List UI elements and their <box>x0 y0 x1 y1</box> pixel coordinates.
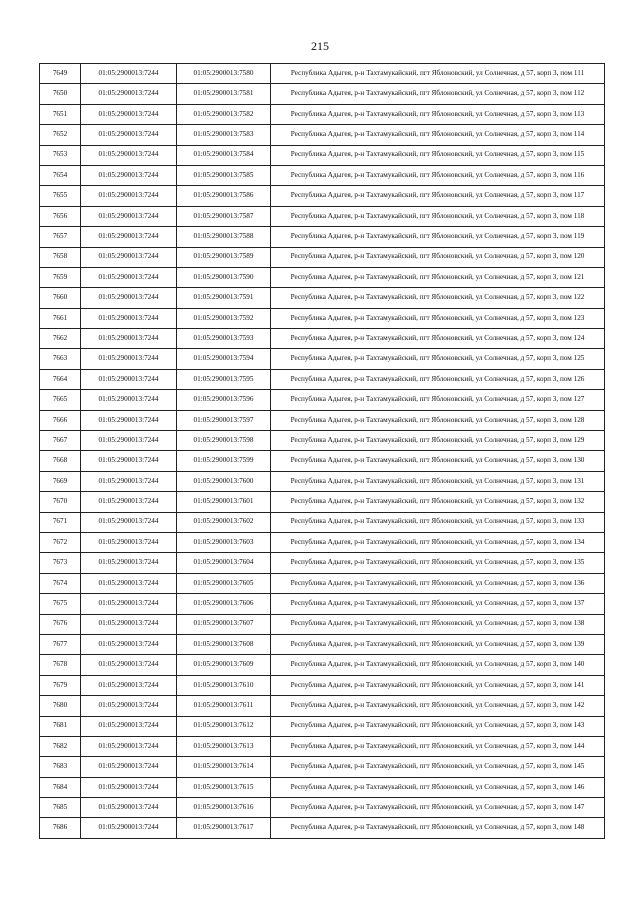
cadastral-number-cell: 01:05:2900013:7616 <box>177 798 271 818</box>
cadastral-number-cell: 01:05:2900013:7583 <box>177 125 271 145</box>
table-row <box>40 288 605 308</box>
address-cell: Республика Адыгея, р-н Тахтамукайский, пгт Яблоновский, ул Солнечная, д 57, корп 3, пом 144 <box>271 736 605 756</box>
cadastral-number-cell: 01:05:2900013:7611 <box>177 696 271 716</box>
row-number-cell: 7655 <box>40 186 81 206</box>
row-number-cell: 7651 <box>40 104 81 124</box>
parent-cadastral-cell: 01:05:2900013:7244 <box>81 716 177 736</box>
cadastral-number-cell: 01:05:2900013:7604 <box>177 553 271 573</box>
table-row <box>40 206 605 226</box>
parent-cadastral-cell: 01:05:2900013:7244 <box>81 594 177 614</box>
cadastral-number-cell: 01:05:2900013:7592 <box>177 308 271 328</box>
table-row <box>40 451 605 471</box>
table-row <box>40 267 605 287</box>
parent-cadastral-cell: 01:05:2900013:7244 <box>81 798 177 818</box>
address-cell: Республика Адыгея, р-н Тахтамукайский, пгт Яблоновский, ул Солнечная, д 57, корп 3, пом 113 <box>271 104 605 124</box>
address-cell: Республика Адыгея, р-н Тахтамукайский, пгт Яблоновский, ул Солнечная, д 57, корп 3, пом 139 <box>271 634 605 654</box>
table-row <box>40 818 605 838</box>
cadastral-number-cell: 01:05:2900013:7606 <box>177 594 271 614</box>
table-row <box>40 125 605 145</box>
parent-cadastral-cell: 01:05:2900013:7244 <box>81 390 177 410</box>
address-cell: Республика Адыгея, р-н Тахтамукайский, пгт Яблоновский, ул Солнечная, д 57, корп 3, пом 129 <box>271 431 605 451</box>
address-cell: Республика Адыгея, р-н Тахтамукайский, пгт Яблоновский, ул Солнечная, д 57, корп 3, пом 128 <box>271 410 605 430</box>
table-row <box>40 329 605 349</box>
cadastral-number-cell: 01:05:2900013:7593 <box>177 329 271 349</box>
address-cell: Республика Адыгея, р-н Тахтамукайский, пгт Яблоновский, ул Солнечная, д 57, корп 3, пом 123 <box>271 308 605 328</box>
parent-cadastral-cell: 01:05:2900013:7244 <box>81 84 177 104</box>
cadastral-number-cell: 01:05:2900013:7609 <box>177 655 271 675</box>
address-cell: Республика Адыгея, р-н Тахтамукайский, пгт Яблоновский, ул Солнечная, д 57, корп 3, пом 136 <box>271 573 605 593</box>
table-row <box>40 104 605 124</box>
cadastral-number-cell: 01:05:2900013:7585 <box>177 165 271 185</box>
parent-cadastral-cell: 01:05:2900013:7244 <box>81 471 177 491</box>
address-cell: Республика Адыгея, р-н Тахтамукайский, пгт Яблоновский, ул Солнечная, д 57, корп 3, пом 138 <box>271 614 605 634</box>
row-number-cell: 7665 <box>40 390 81 410</box>
row-number-cell: 7667 <box>40 431 81 451</box>
address-cell: Республика Адыгея, р-н Тахтамукайский, пгт Яблоновский, ул Солнечная, д 57, корп 3, пом 122 <box>271 288 605 308</box>
cadastral-number-cell: 01:05:2900013:7617 <box>177 818 271 838</box>
address-cell: Республика Адыгея, р-н Тахтамукайский, пгт Яблоновский, ул Солнечная, д 57, корп 3, пом 118 <box>271 206 605 226</box>
table-row <box>40 716 605 736</box>
cadastral-number-cell: 01:05:2900013:7580 <box>177 64 271 84</box>
parent-cadastral-cell: 01:05:2900013:7244 <box>81 451 177 471</box>
parent-cadastral-cell: 01:05:2900013:7244 <box>81 675 177 695</box>
parent-cadastral-cell: 01:05:2900013:7244 <box>81 696 177 716</box>
address-cell: Республика Адыгея, р-н Тахтамукайский, пгт Яблоновский, ул Солнечная, д 57, корп 3, пом 135 <box>271 553 605 573</box>
table-row <box>40 410 605 430</box>
row-number-cell: 7670 <box>40 492 81 512</box>
row-number-cell: 7666 <box>40 410 81 430</box>
parent-cadastral-cell: 01:05:2900013:7244 <box>81 532 177 552</box>
row-number-cell: 7683 <box>40 757 81 777</box>
row-number-cell: 7650 <box>40 84 81 104</box>
cadastral-number-cell: 01:05:2900013:7612 <box>177 716 271 736</box>
parent-cadastral-cell: 01:05:2900013:7244 <box>81 736 177 756</box>
address-cell: Республика Адыгея, р-н Тахтамукайский, пгт Яблоновский, ул Солнечная, д 57, корп 3, пом 146 <box>271 777 605 797</box>
row-number-cell: 7685 <box>40 798 81 818</box>
parent-cadastral-cell: 01:05:2900013:7244 <box>81 308 177 328</box>
row-number-cell: 7686 <box>40 818 81 838</box>
address-cell: Республика Адыгея, р-н Тахтамукайский, пгт Яблоновский, ул Солнечная, д 57, корп 3, пом 140 <box>271 655 605 675</box>
address-cell: Республика Адыгея, р-н Тахтамукайский, пгт Яблоновский, ул Солнечная, д 57, корп 3, пом 130 <box>271 451 605 471</box>
cadastral-number-cell: 01:05:2900013:7581 <box>177 84 271 104</box>
parent-cadastral-cell: 01:05:2900013:7244 <box>81 165 177 185</box>
address-cell: Республика Адыгея, р-н Тахтамукайский, пгт Яблоновский, ул Солнечная, д 57, корп 3, пом 120 <box>271 247 605 267</box>
table-row <box>40 553 605 573</box>
parent-cadastral-cell: 01:05:2900013:7244 <box>81 227 177 247</box>
address-cell: Республика Адыгея, р-н Тахтамукайский, пгт Яблоновский, ул Солнечная, д 57, корп 3, пом 121 <box>271 267 605 287</box>
page-number: 215 <box>311 39 329 53</box>
row-number-cell: 7682 <box>40 736 81 756</box>
address-cell: Республика Адыгея, р-н Тахтамукайский, пгт Яблоновский, ул Солнечная, д 57, корп 3, пом 112 <box>271 84 605 104</box>
row-number-cell: 7660 <box>40 288 81 308</box>
table-row <box>40 186 605 206</box>
address-cell: Республика Адыгея, р-н Тахтамукайский, пгт Яблоновский, ул Солнечная, д 57, корп 3, пом 126 <box>271 369 605 389</box>
table-row <box>40 798 605 818</box>
address-cell: Республика Адыгея, р-н Тахтамукайский, пгт Яблоновский, ул Солнечная, д 57, корп 3, пом 147 <box>271 798 605 818</box>
parent-cadastral-cell: 01:05:2900013:7244 <box>81 492 177 512</box>
parent-cadastral-cell: 01:05:2900013:7244 <box>81 125 177 145</box>
address-cell: Республика Адыгея, р-н Тахтамукайский, пгт Яблоновский, ул Солнечная, д 57, корп 3, пом 115 <box>271 145 605 165</box>
parent-cadastral-cell: 01:05:2900013:7244 <box>81 104 177 124</box>
row-number-cell: 7679 <box>40 675 81 695</box>
address-cell: Республика Адыгея, р-н Тахтамукайский, пгт Яблоновский, ул Солнечная, д 57, корп 3, пом 141 <box>271 675 605 695</box>
address-cell: Республика Адыгея, р-н Тахтамукайский, пгт Яблоновский, ул Солнечная, д 57, корп 3, пом 131 <box>271 471 605 491</box>
table-row <box>40 675 605 695</box>
row-number-cell: 7652 <box>40 125 81 145</box>
address-cell: Республика Адыгея, р-н Тахтамукайский, пгт Яблоновский, ул Солнечная, д 57, корп 3, пом 143 <box>271 716 605 736</box>
address-cell: Республика Адыгея, р-н Тахтамукайский, пгт Яблоновский, ул Солнечная, д 57, корп 3, пом 124 <box>271 329 605 349</box>
table-row <box>40 471 605 491</box>
cadastral-number-cell: 01:05:2900013:7582 <box>177 104 271 124</box>
cadastral-number-cell: 01:05:2900013:7602 <box>177 512 271 532</box>
cadastral-number-cell: 01:05:2900013:7614 <box>177 757 271 777</box>
row-number-cell: 7664 <box>40 369 81 389</box>
row-number-cell: 7668 <box>40 451 81 471</box>
address-cell: Республика Адыгея, р-н Тахтамукайский, пгт Яблоновский, ул Солнечная, д 57, корп 3, пом 111 <box>271 64 605 84</box>
table-row <box>40 512 605 532</box>
table-row <box>40 492 605 512</box>
cadastral-number-cell: 01:05:2900013:7608 <box>177 634 271 654</box>
cadastral-number-cell: 01:05:2900013:7615 <box>177 777 271 797</box>
address-cell: Республика Адыгея, р-н Тахтамукайский, пгт Яблоновский, ул Солнечная, д 57, корп 3, пом 132 <box>271 492 605 512</box>
cadastral-number-cell: 01:05:2900013:7590 <box>177 267 271 287</box>
row-number-cell: 7681 <box>40 716 81 736</box>
address-cell: Республика Адыгея, р-н Тахтамукайский, пгт Яблоновский, ул Солнечная, д 57, корп 3, пом 145 <box>271 757 605 777</box>
row-number-cell: 7661 <box>40 308 81 328</box>
cadastral-number-cell: 01:05:2900013:7587 <box>177 206 271 226</box>
cadastral-number-cell: 01:05:2900013:7597 <box>177 410 271 430</box>
address-cell: Республика Адыгея, р-н Тахтамукайский, пгт Яблоновский, ул Солнечная, д 57, корп 3, пом 134 <box>271 532 605 552</box>
row-number-cell: 7657 <box>40 227 81 247</box>
table-row <box>40 777 605 797</box>
cadastral-number-cell: 01:05:2900013:7599 <box>177 451 271 471</box>
table-row <box>40 64 605 84</box>
row-number-cell: 7672 <box>40 532 81 552</box>
parent-cadastral-cell: 01:05:2900013:7244 <box>81 186 177 206</box>
row-number-cell: 7663 <box>40 349 81 369</box>
parent-cadastral-cell: 01:05:2900013:7244 <box>81 410 177 430</box>
registry-table <box>39 63 605 839</box>
table-row <box>40 145 605 165</box>
parent-cadastral-cell: 01:05:2900013:7244 <box>81 553 177 573</box>
parent-cadastral-cell: 01:05:2900013:7244 <box>81 64 177 84</box>
parent-cadastral-cell: 01:05:2900013:7244 <box>81 288 177 308</box>
row-number-cell: 7669 <box>40 471 81 491</box>
cadastral-number-cell: 01:05:2900013:7610 <box>177 675 271 695</box>
table-row <box>40 634 605 654</box>
parent-cadastral-cell: 01:05:2900013:7244 <box>81 777 177 797</box>
address-cell: Республика Адыгея, р-н Тахтамукайский, пгт Яблоновский, ул Солнечная, д 57, корп 3, пом 142 <box>271 696 605 716</box>
row-number-cell: 7659 <box>40 267 81 287</box>
address-cell: Республика Адыгея, р-н Тахтамукайский, пгт Яблоновский, ул Солнечная, д 57, корп 3, пом 116 <box>271 165 605 185</box>
cadastral-number-cell: 01:05:2900013:7588 <box>177 227 271 247</box>
cadastral-number-cell: 01:05:2900013:7598 <box>177 431 271 451</box>
cadastral-number-cell: 01:05:2900013:7589 <box>177 247 271 267</box>
cadastral-number-cell: 01:05:2900013:7607 <box>177 614 271 634</box>
cadastral-number-cell: 01:05:2900013:7601 <box>177 492 271 512</box>
table-row <box>40 349 605 369</box>
table-row <box>40 165 605 185</box>
address-cell: Республика Адыгея, р-н Тахтамукайский, пгт Яблоновский, ул Солнечная, д 57, корп 3, пом 133 <box>271 512 605 532</box>
parent-cadastral-cell: 01:05:2900013:7244 <box>81 267 177 287</box>
table-row <box>40 227 605 247</box>
cadastral-number-cell: 01:05:2900013:7613 <box>177 736 271 756</box>
address-cell: Республика Адыгея, р-н Тахтамукайский, пгт Яблоновский, ул Солнечная, д 57, корп 3, пом 114 <box>271 125 605 145</box>
parent-cadastral-cell: 01:05:2900013:7244 <box>81 757 177 777</box>
row-number-cell: 7662 <box>40 329 81 349</box>
cadastral-number-cell: 01:05:2900013:7586 <box>177 186 271 206</box>
table-row <box>40 532 605 552</box>
parent-cadastral-cell: 01:05:2900013:7244 <box>81 247 177 267</box>
table-row <box>40 573 605 593</box>
table-row <box>40 390 605 410</box>
row-number-cell: 7654 <box>40 165 81 185</box>
row-number-cell: 7674 <box>40 573 81 593</box>
parent-cadastral-cell: 01:05:2900013:7244 <box>81 655 177 675</box>
address-cell: Республика Адыгея, р-н Тахтамукайский, пгт Яблоновский, ул Солнечная, д 57, корп 3, пом 127 <box>271 390 605 410</box>
parent-cadastral-cell: 01:05:2900013:7244 <box>81 818 177 838</box>
parent-cadastral-cell: 01:05:2900013:7244 <box>81 369 177 389</box>
row-number-cell: 7675 <box>40 594 81 614</box>
cadastral-number-cell: 01:05:2900013:7584 <box>177 145 271 165</box>
row-number-cell: 7680 <box>40 696 81 716</box>
table-row <box>40 247 605 267</box>
parent-cadastral-cell: 01:05:2900013:7244 <box>81 349 177 369</box>
cadastral-number-cell: 01:05:2900013:7594 <box>177 349 271 369</box>
address-cell: Республика Адыгея, р-н Тахтамукайский, пгт Яблоновский, ул Солнечная, д 57, корп 3, пом 125 <box>271 349 605 369</box>
row-number-cell: 7684 <box>40 777 81 797</box>
row-number-cell: 7656 <box>40 206 81 226</box>
table-row <box>40 431 605 451</box>
cadastral-number-cell: 01:05:2900013:7596 <box>177 390 271 410</box>
table-row <box>40 655 605 675</box>
parent-cadastral-cell: 01:05:2900013:7244 <box>81 512 177 532</box>
row-number-cell: 7658 <box>40 247 81 267</box>
table-row <box>40 757 605 777</box>
parent-cadastral-cell: 01:05:2900013:7244 <box>81 614 177 634</box>
cadastral-number-cell: 01:05:2900013:7603 <box>177 532 271 552</box>
registry-table-body <box>40 64 605 839</box>
row-number-cell: 7676 <box>40 614 81 634</box>
cadastral-number-cell: 01:05:2900013:7600 <box>177 471 271 491</box>
parent-cadastral-cell: 01:05:2900013:7244 <box>81 431 177 451</box>
table-row <box>40 614 605 634</box>
row-number-cell: 7671 <box>40 512 81 532</box>
parent-cadastral-cell: 01:05:2900013:7244 <box>81 634 177 654</box>
row-number-cell: 7678 <box>40 655 81 675</box>
row-number-cell: 7677 <box>40 634 81 654</box>
address-cell: Республика Адыгея, р-н Тахтамукайский, пгт Яблоновский, ул Солнечная, д 57, корп 3, пом 119 <box>271 227 605 247</box>
row-number-cell: 7649 <box>40 64 81 84</box>
cadastral-number-cell: 01:05:2900013:7595 <box>177 369 271 389</box>
parent-cadastral-cell: 01:05:2900013:7244 <box>81 206 177 226</box>
address-cell: Республика Адыгея, р-н Тахтамукайский, пгт Яблоновский, ул Солнечная, д 57, корп 3, пом 137 <box>271 594 605 614</box>
table-row <box>40 696 605 716</box>
row-number-cell: 7653 <box>40 145 81 165</box>
address-cell: Республика Адыгея, р-н Тахтамукайский, пгт Яблоновский, ул Солнечная, д 57, корп 3, пом 117 <box>271 186 605 206</box>
table-row <box>40 308 605 328</box>
cadastral-number-cell: 01:05:2900013:7605 <box>177 573 271 593</box>
row-number-cell: 7673 <box>40 553 81 573</box>
cadastral-number-cell: 01:05:2900013:7591 <box>177 288 271 308</box>
parent-cadastral-cell: 01:05:2900013:7244 <box>81 145 177 165</box>
parent-cadastral-cell: 01:05:2900013:7244 <box>81 329 177 349</box>
table-row <box>40 369 605 389</box>
table-row <box>40 594 605 614</box>
parent-cadastral-cell: 01:05:2900013:7244 <box>81 573 177 593</box>
table-row <box>40 736 605 756</box>
table-row <box>40 84 605 104</box>
address-cell: Республика Адыгея, р-н Тахтамукайский, пгт Яблоновский, ул Солнечная, д 57, корп 3, пом 148 <box>271 818 605 838</box>
